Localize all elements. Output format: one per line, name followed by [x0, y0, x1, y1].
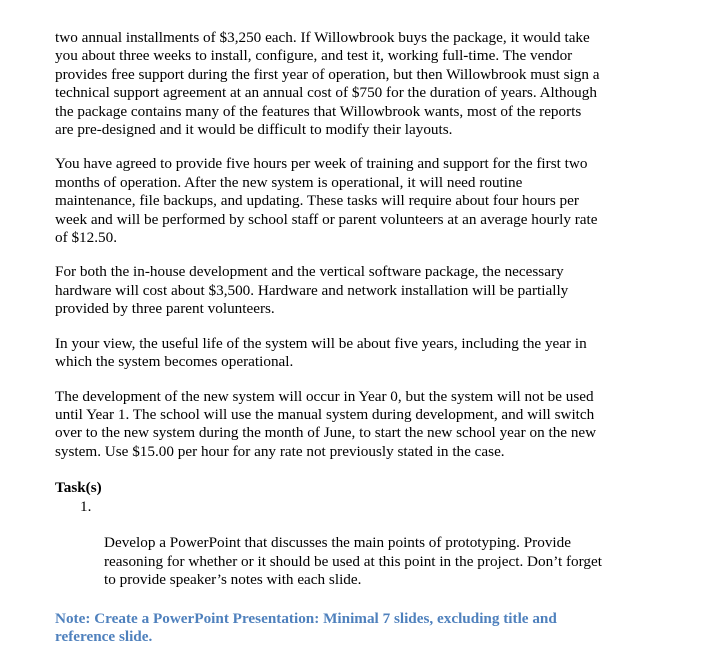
task-item	[55, 498, 655, 590]
task-text: Develop a PowerPoint that discusses the main points of prototyping. Provide reasoning for whether or it should be used at this point in the project. Don’t forget to provide speaker’s notes with each slide.	[104, 534, 602, 589]
task-list	[55, 498, 655, 590]
task-number: 1.	[80, 497, 92, 515]
paragraph-installments: two annual installments of $3,250 each. If Willowbrook buys the package, it would take you about three weeks to install, configure, and test it, working full-time. The vendor provides free support during the first year of operation, but then Willowbrook must sign a technical support agreement at an annual cost of $750 for the duration of years. Although the package contains many of the features that Willowbrook wants, most of the reports are pre-designed and it would be difficult to modify their layouts.	[55, 29, 600, 139]
task-heading: Task(s)	[55, 479, 102, 497]
paragraph-development-timeline: The development of the new system will occur in Year 0, but the system will not be used until Year 1. The school will use the manual system during development, and will switch over to the new system during the month of June, to start the new school year on the new system. Use $15.00 per hour for any rate not previously stated in the case.	[55, 387, 597, 460]
document-page	[55, 29, 655, 646]
paragraph-training-support: You have agreed to provide five hours per week of training and support for the first two months of operation. After the new system is operational, it will need routine maintenance, file backups, and updating. These tasks will require about four hours per week and will be performed by school staff or parent volunteers at an average hourly rate of $12.50.	[55, 155, 598, 247]
paragraph-hardware-cost: For both the in-house development and the vertical software package, the necessary hardware will cost about $3,500. Hardware and network installation will be partially provided by three parent volunteers.	[55, 263, 569, 318]
paragraph-useful-life: In your view, the useful life of the system will be about five years, including the year in which the system becomes operational.	[55, 334, 587, 371]
presentation-note: Note: Create a PowerPoint Presentation: Minimal 7 slides, excluding title and reference slide.	[55, 609, 557, 645]
